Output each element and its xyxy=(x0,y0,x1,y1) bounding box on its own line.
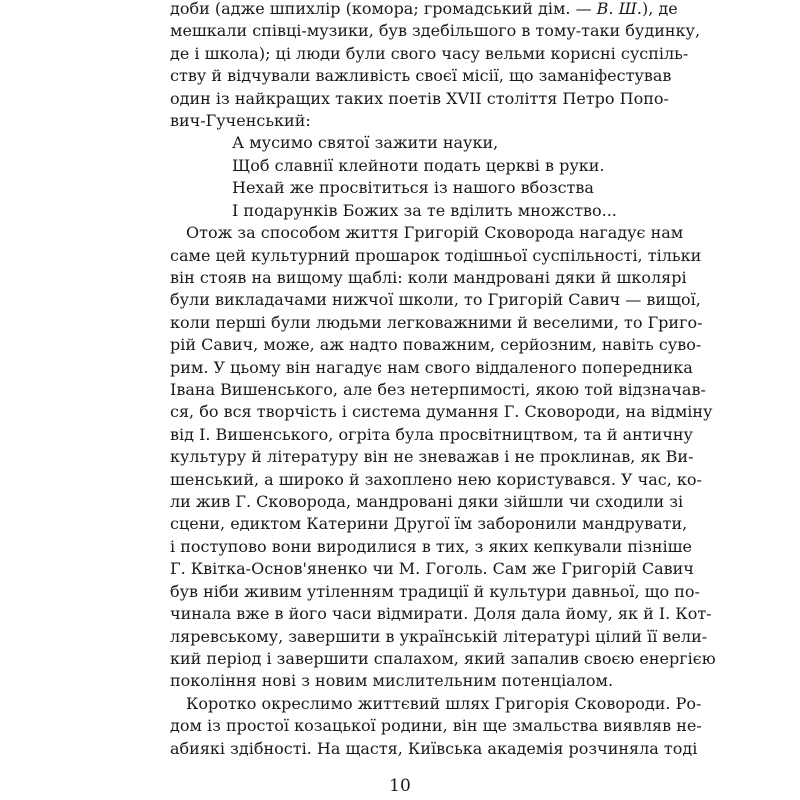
text-line: вич-Гученський: xyxy=(170,111,311,130)
text-line: де і школа); ці люди були свого часу вельми корисні суспіль- xyxy=(170,44,689,63)
text-line: ся, бо вся творчість і система думання Г. Сковороди, на відміну xyxy=(170,402,713,421)
verse-line: Нехай же просвітиться із нашого вбозства xyxy=(232,178,594,197)
text-line: Коротко окреслимо життєвий шлях Григорія Сковороди. Ро- xyxy=(186,694,702,713)
text-line: Івана Вишенського, але без нетерпимості, якою той відзначав- xyxy=(170,380,706,399)
verse-line: І подарунків Божих за те вділить множство... xyxy=(232,201,617,220)
verse-line: Щоб славнії клейноти подать церкві в руки. xyxy=(232,156,605,175)
page-number: 10 xyxy=(389,776,411,796)
text-line: ляревському, завершити в українській літературі цілий її вели- xyxy=(170,627,708,646)
text-line: ли жив Г. Сковорода, мандровані дяки зійшли чи сходили зі xyxy=(170,492,684,511)
text-line: сцени, едиктом Катерини Другої їм заборонили мандрувати, xyxy=(170,514,688,533)
text-line: покоління нові з новим мислительним потенціалом. xyxy=(170,671,614,690)
text-line: він стояв на вищому щаблі: коли мандровані дяки й школярі xyxy=(170,268,687,287)
text-line: один із найкращих таких поетів XVII століття Петро Попо- xyxy=(170,89,669,108)
text-line: коли перші були людьми легковажними й веселими, то Григо- xyxy=(170,313,703,332)
text-line: від І. Вишенського, огріта була просвітництвом, та й античну xyxy=(170,425,693,444)
text-line: мешкали співці-музики, був здебільшого в тому-таки будинку, xyxy=(170,21,701,40)
text-line: ству й відчували важливість своєї місії, що заманіфестував xyxy=(170,66,672,85)
text-line: шенський, а широко й захоплено нею користувався. У час, ко- xyxy=(170,470,702,489)
text-line: дом із простої козацької родини, він ще змальства виявляв не- xyxy=(170,716,702,735)
text-line: доби (адже шпихлір (комора; громадський дім. — В. Ш.), де xyxy=(170,0,678,18)
text-line: культуру й літературу він не зневажав і не проклинав, як Ви- xyxy=(170,447,694,466)
text-line: кий період і завершити спалахом, який запалив своєю енергією xyxy=(170,649,716,668)
text-line: був ніби живим утіленням традиції й культури давньої, що по- xyxy=(170,582,700,601)
text-line: Отож за способом життя Григорій Сковорода нагадує нам xyxy=(186,223,684,242)
text-line: саме цей культурний прошарок тодішньої суспільності, тільки xyxy=(170,246,702,265)
text-line: і поступово вони виродилися в тих, з яких кепкували пізніше xyxy=(170,537,692,556)
text-line: абиякі здібності. На щастя, Київська академія розчиняла тоді xyxy=(170,739,698,758)
text-line: Г. Квітка-Основ'яненко чи М. Гоголь. Сам же Григорій Савич xyxy=(170,559,694,578)
verse-line: А мусимо святої зажити науки, xyxy=(232,133,499,152)
text-line: чинала вже в його часи відмирати. Доля дала йому, як й І. Кот- xyxy=(170,604,712,623)
text-line: були викладачами нижчої школи, то Григорій Савич — вищої, xyxy=(170,290,701,309)
author-initials: В. Ш. xyxy=(596,0,642,18)
text-line: рим. У цьому він нагадує нам свого віддаленого попередника xyxy=(170,358,693,377)
text-line: рій Савич, може, аж надто поважним, серйозним, навіть суво- xyxy=(170,335,702,354)
